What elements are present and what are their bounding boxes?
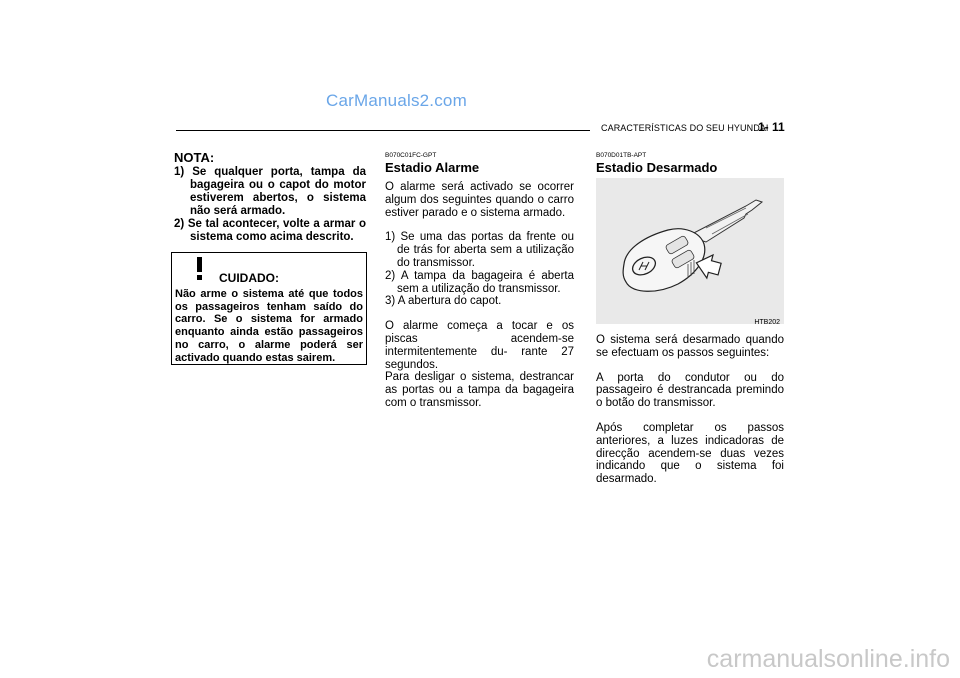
alarm-code: B070C01FC-GPT (385, 152, 437, 159)
disarm-para-2: A porta do condutor ou do passageiro é destrancada premindo o botão do transmissor. (596, 371, 784, 410)
nota-item-1: 1) Se qualquer porta, tampa da bagageira ou o capot do motor estiverem abertos, o sistema não será armado. (174, 166, 366, 217)
press-arrow-icon (596, 178, 784, 324)
disarm-code: B070D01TB-APT (596, 152, 647, 159)
caution-exclamation-icon (186, 255, 214, 281)
page-number: 1- 11 (758, 120, 785, 134)
disarm-para-3: Após completar os passos anteriores, a luzes indicadoras de direcção acendem-se duas vezes indicando que o sistema foi desarmado. (596, 421, 784, 486)
alarm-item-2: 2) A tampa da bagageira é aberta sem a utilização do transmissor. (385, 269, 574, 295)
key-figure (596, 178, 784, 324)
alarm-list (385, 231, 574, 308)
alarm-item-1: 1) Se uma das portas da frente ou de trás for aberta sem a utilização do transmissor. (385, 231, 574, 269)
alarm-para-1: O alarme começa a tocar e os piscas acendem-se intermitentemente du- rante 27 segundos. (385, 320, 574, 371)
nota-title: NOTA: (174, 150, 215, 165)
disarm-para-1: O sistema será desarmado quando se efectuam os passos seguintes: (596, 334, 784, 359)
nota-item-2: 2) Se tal acontecer, volte a armar o sistema como acima descrito. (174, 218, 366, 243)
figure-code: HTB202 (754, 319, 780, 326)
disarm-section (596, 152, 784, 486)
alarm-section (385, 152, 574, 410)
alarm-para-2: Para desligar o sistema, destrancar as portas ou a tampa da bagageira com o transmissor. (385, 371, 574, 409)
watermark-bottom[interactable]: carmanualsonline.info (706, 645, 950, 673)
nota-list (174, 166, 366, 244)
caution-text: Não arme o sistema até que todos os passageiros tenham saído do carro. Se o sistema for armado enquanto ainda estão passageiros no carro, o alarme poderá ser activado quando estas sairem. (175, 288, 363, 364)
alarm-title: Estadio Alarme (385, 160, 480, 175)
caution-box (171, 252, 367, 365)
header-title: CARACTERÍSTICAS DO SEU HYUNDAI (601, 123, 769, 133)
nota-section (174, 150, 366, 244)
watermark-top[interactable]: CarManuals2.com (326, 91, 467, 110)
header-rule (176, 130, 590, 131)
alarm-item-3: 3) A abertura do capot. (385, 295, 502, 308)
caution-title: CUIDADO: (219, 271, 279, 285)
disarm-title: Estadio Desarmado (596, 160, 718, 175)
alarm-intro: O alarme será activado se ocorrer algum dos seguintes quando o carro estiver parado e o sistema armado. (385, 181, 574, 219)
